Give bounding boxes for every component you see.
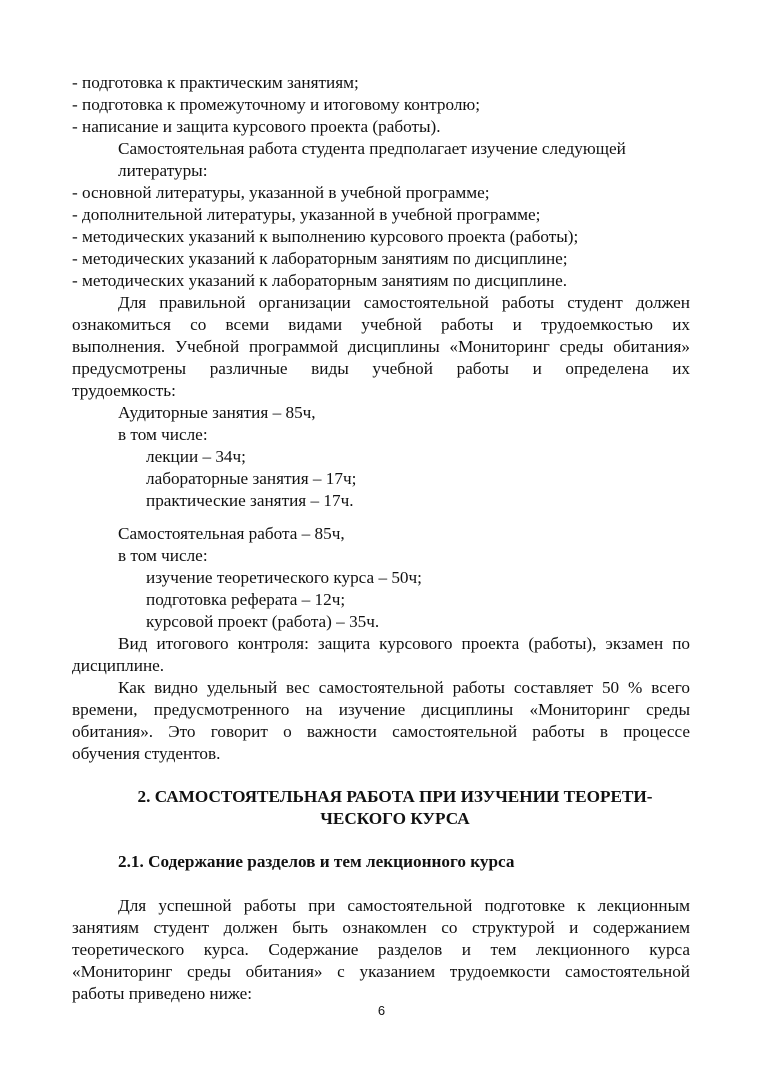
list-item: - методических указаний к выполнению курсового проекта (работы); <box>72 227 579 246</box>
paragraph-line: дисциплине. <box>72 656 165 675</box>
paragraph-line: Как видно удельный вес самостоятельной работы составляет 50 % всего <box>118 678 690 697</box>
paragraph-line: обитания». Это говорит о важности самостоятельной работы в процессе <box>72 722 690 741</box>
paragraph-line: трудоемкость: <box>72 381 176 400</box>
paragraph-line: «Мониторинг среды обитания» с указанием трудоемкости самостоятельной <box>72 962 690 981</box>
workload-item: подготовка реферата – 12ч; <box>146 590 346 609</box>
paragraph-line: предусмотрены различные виды учебной работы и определена их <box>72 359 690 378</box>
paragraph-line: литературы: <box>118 161 208 180</box>
workload-title: Самостоятельная работа – 85ч, <box>118 524 345 543</box>
section-heading: 2. САМОСТОЯТЕЛЬНАЯ РАБОТА ПРИ ИЗУЧЕНИИ ТЕОРЕТИ- <box>137 787 653 806</box>
paragraph-line: выполнения. Учебной программой дисциплины «Мониторинг среды обитания» <box>72 337 690 356</box>
paragraph-line: ознакомиться со всеми видами учебной работы и трудоемкостью их <box>72 315 690 334</box>
paragraph-line: времени, предусмотренного на изучение дисциплины «Мониторинг среды <box>72 700 690 719</box>
paragraph-line: Самостоятельная работа студента предполагает изучение следующей <box>118 139 626 158</box>
workload-title: Аудиторные занятия – 85ч, <box>118 403 316 422</box>
section-heading: ЧЕСКОГО КУРСА <box>320 809 470 828</box>
subsection-heading: 2.1. Содержание разделов и тем лекционного курса <box>118 852 515 871</box>
workload-incl: в том числе: <box>118 425 208 444</box>
paragraph-line: теоретического курса. Содержание разделов и тем лекционного курса <box>72 940 690 959</box>
page-number: 6 <box>377 1003 386 1018</box>
list-item: - основной литературы, указанной в учебной программе; <box>72 183 490 202</box>
workload-item: лабораторные занятия – 17ч; <box>146 469 357 488</box>
workload-item: практические занятия – 17ч. <box>146 491 354 510</box>
list-item: - написание и защита курсового проекта (работы). <box>72 117 441 136</box>
workload-item: курсовой проект (работа) – 35ч. <box>146 612 380 631</box>
list-item: - подготовка к практическим занятиям; <box>72 73 359 92</box>
list-item: - подготовка к промежуточному и итоговому контролю; <box>72 95 481 114</box>
workload-item: изучение теоретического курса – 50ч; <box>146 568 422 587</box>
workload-item: лекции – 34ч; <box>146 447 246 466</box>
list-item: - методических указаний к лабораторным занятиям по дисциплине; <box>72 249 568 268</box>
paragraph-line: Для правильной организации самостоятельной работы студент должен <box>118 293 690 312</box>
paragraph-line: Вид итогового контроля: защита курсового проекта (работы), экзамен по <box>118 634 690 653</box>
paragraph-line: обучения студентов. <box>72 744 221 763</box>
list-item: - дополнительной литературы, указанной в учебной программе; <box>72 205 541 224</box>
list-item: - методических указаний к лабораторным занятиям по дисциплине. <box>72 271 568 290</box>
workload-incl: в том числе: <box>118 546 208 565</box>
paragraph-line: работы приведено ниже: <box>72 984 253 1003</box>
paragraph-line: занятиям студент должен быть ознакомлен со структурой и содержанием <box>72 918 690 937</box>
paragraph-line: Для успешной работы при самостоятельной подготовке к лекционным <box>118 896 690 915</box>
